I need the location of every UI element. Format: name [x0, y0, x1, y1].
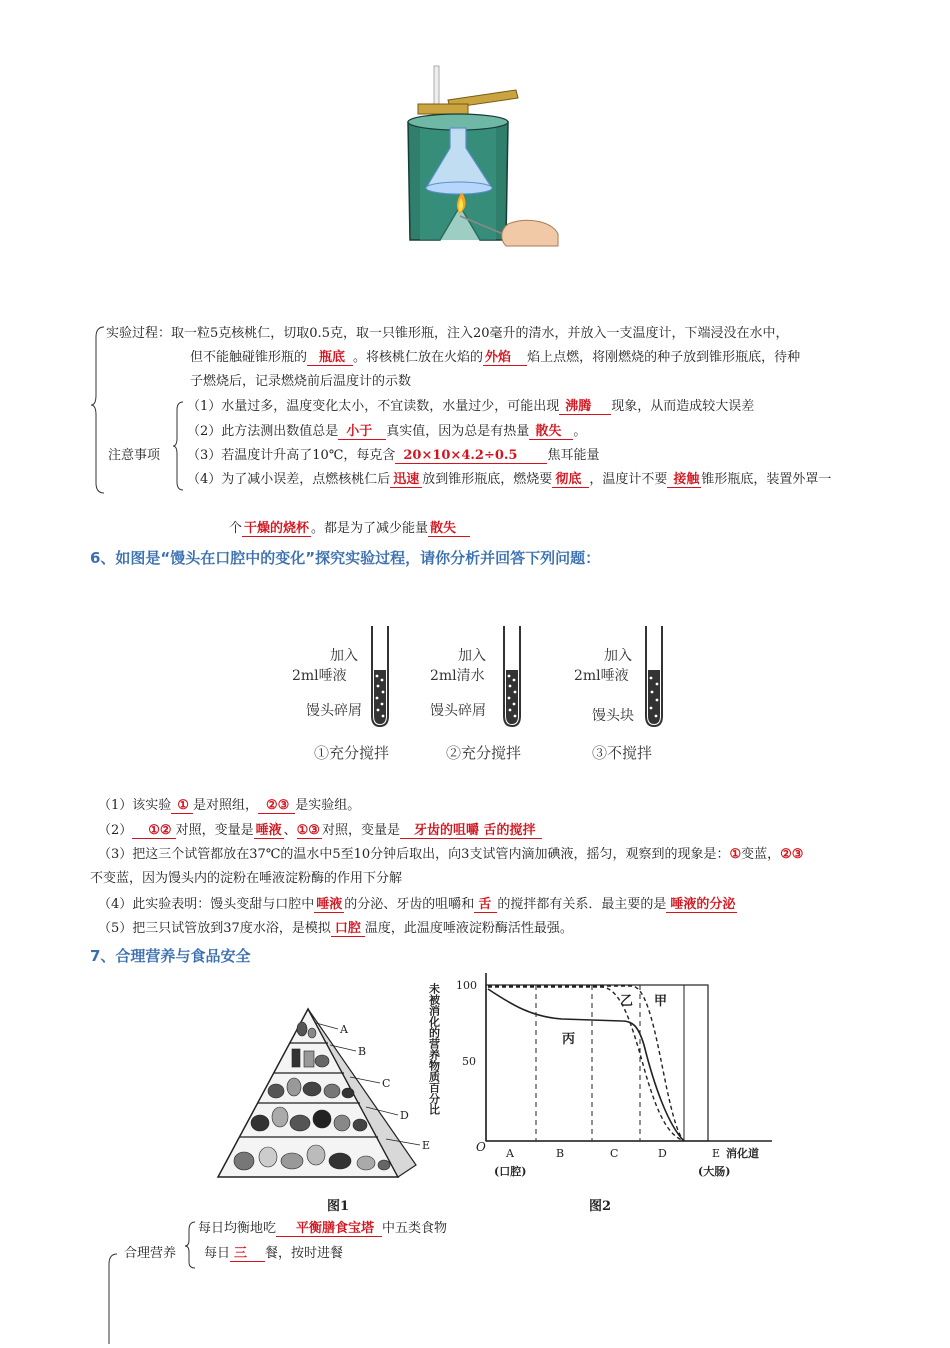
nutrition-label: 合理营养 [124, 1246, 177, 1261]
curve-bing [488, 989, 684, 1141]
q6-answer-3 [98, 846, 803, 864]
tube-1-content: 馒头碎屑 [306, 703, 362, 719]
outer-brace [104, 1252, 118, 1348]
answer-quickly: 迅速 [390, 472, 422, 488]
curve-yi [488, 987, 684, 1141]
process-line-1 [106, 325, 789, 343]
process-brace [90, 325, 106, 499]
answer-three-meals: 三 [230, 1246, 265, 1262]
q6-a2-text-c: 、 [283, 823, 297, 838]
q6-answer-3-cont [90, 870, 402, 888]
q6-a5-text-b: 温度，此温度唾液淀粉酶活性最强。 [364, 921, 573, 936]
q6-answer-4 [98, 896, 737, 914]
answer-energy-loss: 散失 [428, 521, 470, 537]
answer-variable-chewing: 牙齿的咀嚼 舌的搅拌 [400, 823, 542, 839]
fig2-xtick-b: B [556, 1147, 565, 1160]
tube-1-label: ①充分搅拌 [314, 744, 390, 762]
nutrition-rule-1 [198, 1220, 447, 1238]
q6-a2-text-a: （2） [98, 823, 133, 838]
process-text-3: 子燃烧后，记录燃烧前后温度计的示数 [190, 374, 412, 389]
fig2-ytick-100: 100 [456, 979, 477, 992]
tube-1-add-amount: 2ml唾液 [292, 668, 347, 684]
q6-a4-text-c: 的搅拌都有关系．最主要的是 [497, 897, 667, 912]
answer-pair-1-2: ①② [132, 823, 175, 839]
question-7-heading: 7、合理营养与食品安全 [90, 947, 251, 965]
curve-label-jia: 甲 [654, 994, 668, 1009]
pyramid-label-c: C [382, 1077, 391, 1090]
note-3-text-a: （3）若温度计升高了10℃，每克含 [187, 448, 396, 463]
q6-a5-text-a: （5）把三只试管放到37度水浴，是模拟 [98, 921, 331, 936]
q6-a1-text-c: 是实验组。 [295, 798, 361, 813]
q6-a3-text-a: （3）把这三个试管都放在37℃的温水中5至10分钟后取出，向3支试管内滴加碘液，摇匀，观察到的现象是： [98, 847, 730, 862]
nutrition-rule-2-text-b: 餐，按时进餐 [265, 1246, 344, 1261]
figure-1-caption: 图1 [327, 1199, 350, 1214]
fig2-xtick-d: D [658, 1147, 667, 1160]
note-4-text-b: 放到锥形瓶底，燃烧要 [422, 472, 553, 487]
answer-thoroughly: 彻底 [552, 472, 589, 488]
note-5-text-a: 个 [229, 521, 243, 536]
answer-control-group: ① [171, 798, 193, 814]
fig2-xtick-e: E [712, 1147, 721, 1160]
pyramid-label-a: A [340, 1023, 348, 1036]
tube-2-add-label: 加入 [458, 648, 486, 664]
answer-bottle-bottom: 瓶底 [307, 350, 353, 366]
q6-answer-1 [98, 797, 360, 815]
notes-brace [172, 400, 184, 496]
tube-1-add-label: 加入 [330, 648, 358, 664]
note-5 [229, 520, 470, 538]
q6-a1-text-b: 是对照组， [192, 798, 258, 813]
answer-turns-blue: ① [729, 847, 742, 862]
calorimeter-illustration [388, 64, 560, 246]
answer-variable-saliva: 唾液 [255, 823, 282, 838]
note-3-text-b: 焦耳能量 [547, 448, 600, 463]
fig2-xtick-a: A [506, 1147, 514, 1160]
tube-2-label: ②充分搅拌 [446, 744, 522, 762]
test-tube-figure [290, 620, 690, 770]
answer-food-pagoda: 平衡膳食宝塔 [276, 1221, 382, 1237]
note-1-text-a: （1）水量过多，温度变化太小，不宜读数，水量过少，可能出现 [187, 399, 560, 414]
answer-energy-formula: 20×10×4.2÷0.5 [395, 448, 547, 464]
pyramid-label-b: B [358, 1045, 367, 1058]
figure-2-caption: 图2 [589, 1199, 612, 1214]
answer-dry-beaker: 干燥的烧杯 [244, 521, 310, 536]
nutrition-rule-1-text-b: 中五类食物 [382, 1221, 448, 1236]
note-5-text-b: 。都是为了减少能量 [311, 521, 429, 536]
answer-less-than: 小于 [338, 424, 386, 440]
answer-experiment-group: ②③ [258, 798, 295, 814]
tube-2-content: 馒头碎屑 [430, 703, 486, 719]
note-2-text-b: 真实值，因为总是有热量 [386, 424, 530, 439]
process-line-3 [190, 373, 411, 391]
test-tube-2 [430, 626, 521, 762]
note-2 [187, 423, 586, 441]
curve-jia [488, 986, 684, 1141]
q6-a2-text-b: 对照，变量是 [175, 823, 254, 838]
process-text-1: 取一粒5克核桃仁，切取0.5克，取一只锥形瓶，注入20毫升的清水，并放入一支温度计，下端浸没在水中， [171, 326, 789, 341]
answer-tongue: 舌 [474, 897, 497, 913]
curve-label-bing: 丙 [562, 1032, 576, 1047]
nutrition-rule-2 [204, 1245, 343, 1263]
notes-label: 注意事项 [108, 448, 161, 463]
note-3 [187, 447, 599, 465]
note-1-text-b: 现象，从而造成较大误差 [611, 399, 755, 414]
test-tube-1 [292, 626, 389, 762]
q6-a4-text-b: 的分泌、牙齿的咀嚼和 [344, 897, 475, 912]
tube-3-add-label: 加入 [604, 648, 632, 664]
answer-heat-loss: 散失 [529, 424, 573, 440]
answer-pair-1-3: ①③ [296, 823, 320, 838]
note-1 [187, 398, 754, 416]
note-2-text-c: 。 [573, 424, 587, 439]
test-tube-3 [574, 626, 662, 762]
fig2-ytick-50: 50 [462, 1055, 476, 1068]
pyramid-label-d: D [400, 1109, 409, 1122]
fig2-xtick-c: C [610, 1147, 619, 1160]
q6-a3-text-b: 变蓝， [741, 847, 781, 862]
curve-label-yi: 乙 [620, 994, 634, 1009]
process-text-2a: 但不能触碰锥形瓶的 [190, 350, 308, 365]
nutrition-rule-2-text-a: 每日 [204, 1246, 231, 1261]
tube-3-label: ③不搅拌 [592, 744, 653, 762]
answer-not-blue: ②③ [780, 847, 804, 862]
question-6-heading: 6、如图是“馒头在口腔中的变化”探究实验过程，请你分析并回答下列问题： [90, 549, 601, 567]
answer-boiling: 沸腾 [559, 399, 611, 415]
q6-answer-2 [98, 822, 542, 840]
tube-3-content: 馒头块 [592, 708, 634, 724]
tube-3-add-amount: 2ml唾液 [574, 668, 629, 684]
note-2-text-a: （2）此方法测出数值总是 [187, 424, 339, 439]
pyramid-label-e: E [422, 1139, 431, 1152]
process-text-2c: 焰上点燃，将刚燃烧的种子放到锥形瓶底，待种 [527, 350, 801, 365]
food-pyramid-figure [210, 1005, 436, 1185]
digestion-chart-figure [427, 965, 782, 1187]
nutrition-brace [184, 1220, 196, 1274]
answer-saliva-secretion: 唾液的分泌 [666, 897, 737, 913]
q6-a1-text-a: （1）该实验 [98, 798, 172, 813]
nutrition-rule-1-text-a: 每日均衡地吃 [198, 1221, 277, 1236]
fig2-x-sub-a: (口腔) [494, 1165, 527, 1178]
fig2-x-sub-e: (大肠) [698, 1165, 731, 1178]
fig2-ylabel: 未被消化的营养物质百分比 [427, 983, 441, 1115]
process-line-2 [190, 349, 800, 367]
q6-a4-text-a: （4）此实验表明：馒头变甜与口腔中 [98, 897, 315, 912]
q6-a3-text-c: 不变蓝，因为馒头内的淀粉在唾液淀粉酶的作用下分解 [90, 871, 403, 886]
fig2-xlabel: 消化道 [726, 1147, 759, 1160]
q6-a2-text-d: 对照，变量是 [321, 823, 400, 838]
answer-mouth: 口腔 [331, 921, 365, 937]
answer-saliva: 唾液 [316, 897, 343, 912]
process-text-2b: 。将核桃仁放在火焰的 [353, 350, 484, 365]
fig2-origin: O [476, 1140, 486, 1154]
q6-answer-5 [98, 920, 573, 938]
process-label: 实验过程： [106, 326, 172, 341]
note-4-text-d: 锥形瓶底，装置外罩一 [701, 472, 832, 487]
answer-outer-flame: 外焰 [483, 350, 527, 366]
note-4 [187, 471, 831, 489]
answer-touch: 接触 [667, 472, 701, 488]
note-4-text-c: ，温度计不要 [589, 472, 668, 487]
note-4-text-a: （4）为了减小误差，点燃核桃仁后 [187, 472, 391, 487]
tube-2-add-amount: 2ml清水 [430, 668, 485, 684]
